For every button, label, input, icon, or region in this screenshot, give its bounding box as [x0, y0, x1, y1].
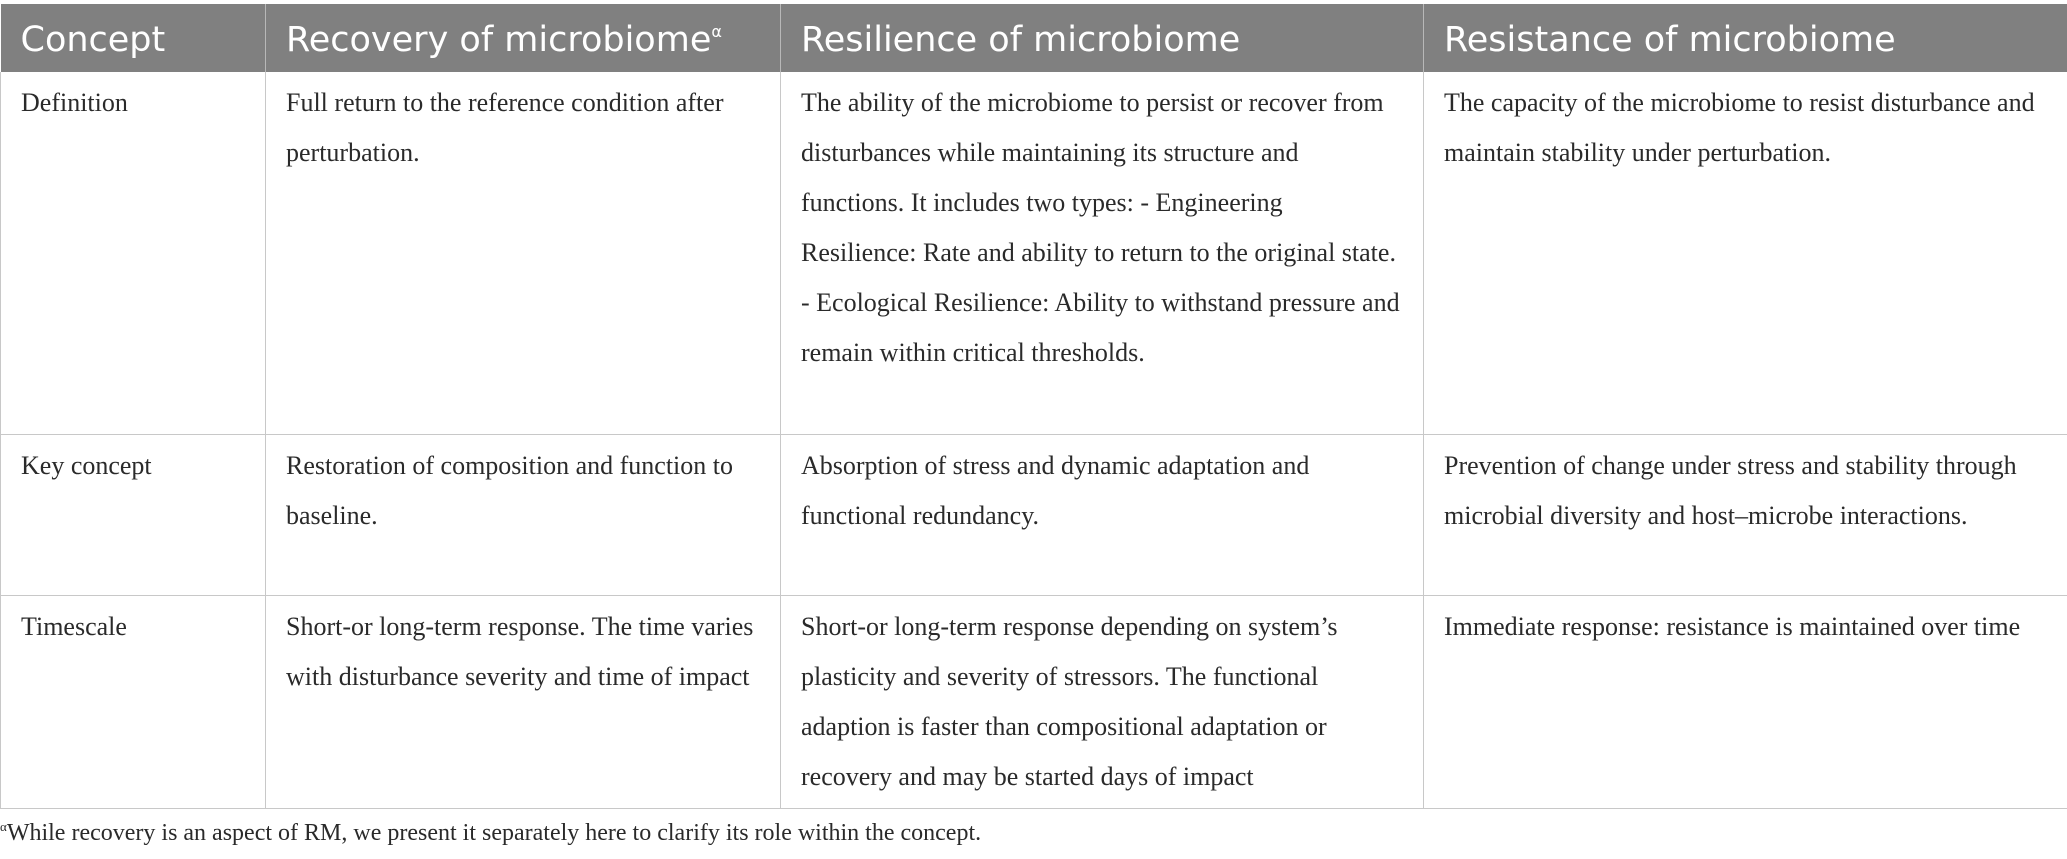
- table-body: [1, 72, 2067, 809]
- header-resistance: Resistance of microbiome: [1424, 4, 2067, 72]
- header-concept: Concept: [20, 20, 166, 60]
- header-resilience: Resilience of microbiome: [781, 4, 1424, 72]
- header-recovery-label: Recovery of microbiome: [286, 20, 712, 60]
- concept-table: [0, 4, 2067, 809]
- table-row-timescale: [1, 596, 2067, 809]
- resilience-definition-part-2: - Ecological Resilience: Ability to withstand pressure and remain within critical thresholds.: [801, 288, 1400, 367]
- cell-resistance-timescale: Immediate response: resistance is maintained over time: [1424, 596, 2067, 809]
- footnote-text: While recovery is an aspect of RM, we present it separately here to clarify its role within the concept.: [6, 820, 982, 846]
- footnote-marker: α: [0, 819, 7, 834]
- cell-resistance-definition: The capacity of the microbiome to resist disturbance and maintain stability under perturbation.: [1424, 72, 2067, 435]
- table-header: [1, 4, 2067, 72]
- cell-resistance-key-concept: Prevention of change under stress and stability through microbial diversity and host–microbe interactions.: [1424, 435, 2067, 596]
- cell-resilience-key-concept: Absorption of stress and dynamic adaptation and functional redundancy.: [781, 435, 1424, 596]
- cell-recovery-timescale: Short-or long-term response. The time varies with disturbance severity and time of impact: [266, 596, 781, 809]
- row-label-timescale: Timescale: [1, 596, 266, 809]
- row-label-definition: Definition: [1, 72, 266, 435]
- header-recovery-footnote-marker: α: [711, 22, 722, 41]
- header-row: [1, 4, 2067, 72]
- table-row-definition: [1, 72, 2067, 435]
- resilience-definition-part-1: The ability of the microbiome to persist or recover from disturbances while maintaining its structure and functions. It includes two types: - Engineering Resilience: Rate and ability to return to the original state.: [801, 88, 1396, 267]
- table-row-key-concept: [1, 435, 2067, 596]
- cell-resilience-definition: [781, 72, 1424, 435]
- cell-recovery-definition: Full return to the reference condition after perturbation.: [266, 72, 781, 435]
- table-footnote: [0, 820, 981, 847]
- header-recovery: [266, 4, 781, 72]
- row-label-key-concept: Key concept: [1, 435, 266, 596]
- cell-recovery-key-concept: Restoration of composition and function to baseline.: [266, 435, 781, 596]
- cell-resilience-timescale: Short-or long-term response depending on system’s plasticity and severity of stressors. The functional adaption is faster than compositional adaptation or recovery and may be started days of impact: [781, 596, 1424, 809]
